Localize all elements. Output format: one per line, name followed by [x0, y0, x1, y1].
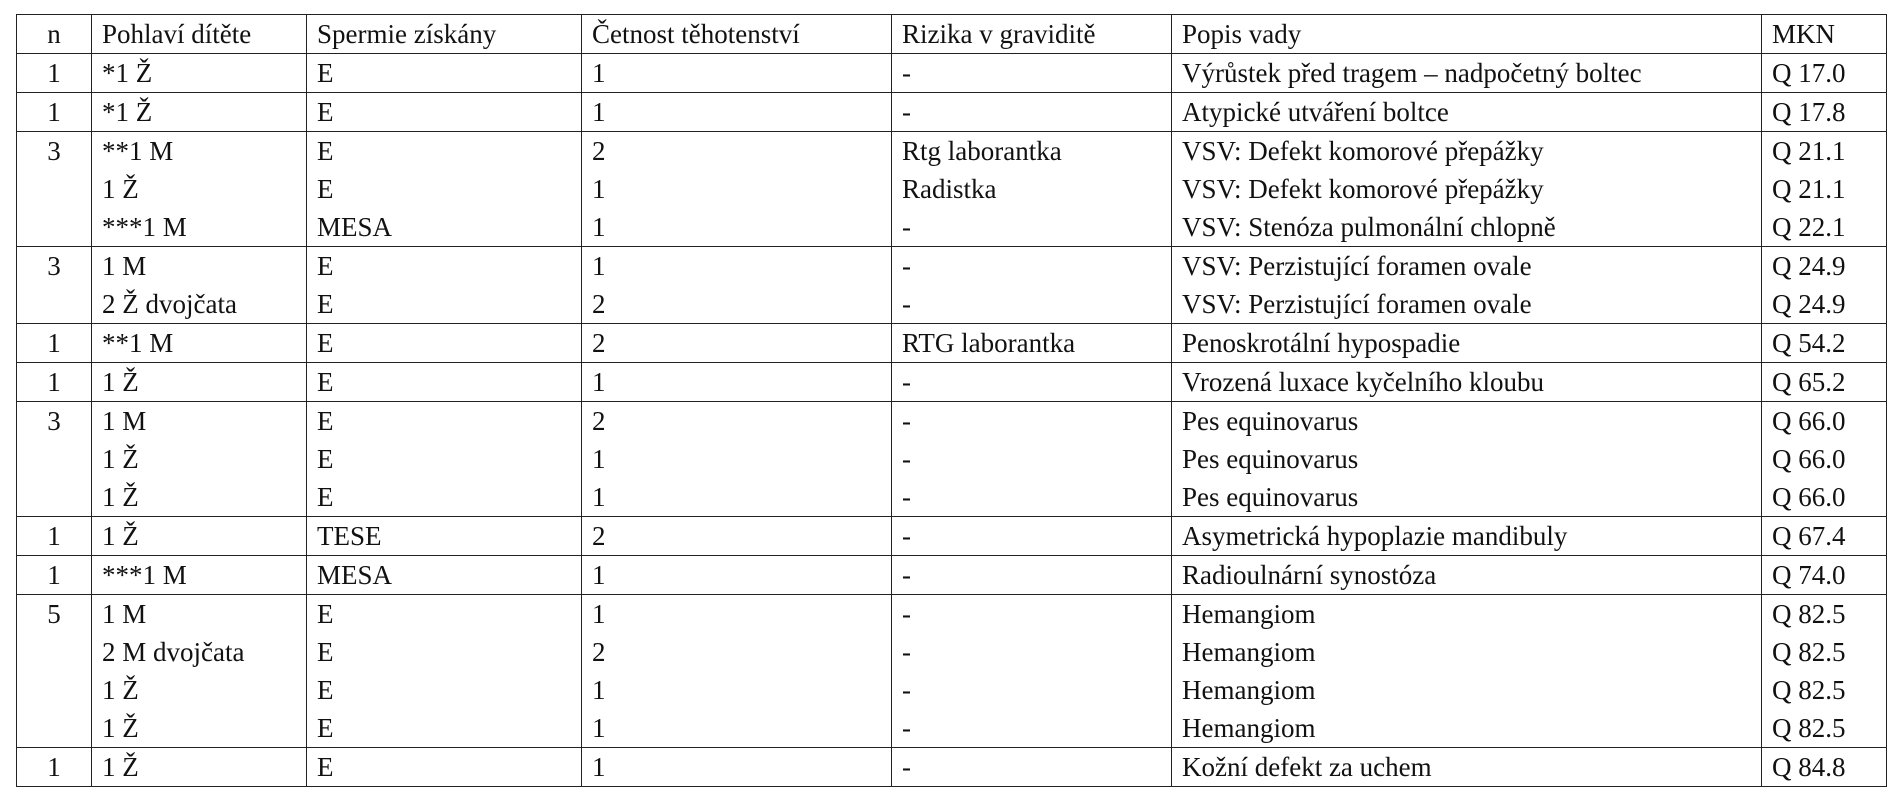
- header-n: n: [17, 15, 92, 54]
- header-sperm: Spermie získány: [307, 15, 582, 54]
- table-row: [17, 363, 1887, 402]
- sex-cell: 1 Ž: [92, 363, 307, 402]
- description-cell: Pes equinovarus: [1172, 440, 1762, 478]
- risk-cell: -: [892, 748, 1172, 787]
- risk-cell: -: [892, 478, 1172, 517]
- frequency-cell: 2: [582, 517, 892, 556]
- frequency-cell: 1: [582, 478, 892, 517]
- sperm-cell: E: [307, 402, 582, 441]
- description-cell: Radioulnární synostóza: [1172, 556, 1762, 595]
- frequency-cell: 1: [582, 556, 892, 595]
- table-row: [17, 671, 1887, 709]
- table-row: [17, 556, 1887, 595]
- risk-cell: -: [892, 595, 1172, 634]
- table-row: [17, 709, 1887, 748]
- sex-cell: 1 M: [92, 402, 307, 441]
- sperm-cell: MESA: [307, 208, 582, 247]
- n-cell: 3: [17, 247, 92, 286]
- risk-cell: RTG laborantka: [892, 324, 1172, 363]
- header-risks: Rizika v graviditě: [892, 15, 1172, 54]
- risk-cell: -: [892, 285, 1172, 324]
- n-cell: [17, 208, 92, 247]
- description-cell: Atypické utváření boltce: [1172, 93, 1762, 132]
- n-cell: 1: [17, 324, 92, 363]
- description-cell: Penoskrotální hypospadie: [1172, 324, 1762, 363]
- sex-cell: *1 Ž: [92, 54, 307, 93]
- risk-cell: -: [892, 709, 1172, 748]
- risk-cell: Radistka: [892, 170, 1172, 208]
- risk-cell: -: [892, 517, 1172, 556]
- frequency-cell: 2: [582, 132, 892, 171]
- table-row: [17, 440, 1887, 478]
- sex-cell: 1 M: [92, 247, 307, 286]
- description-cell: Pes equinovarus: [1172, 402, 1762, 441]
- n-cell: [17, 285, 92, 324]
- frequency-cell: 1: [582, 208, 892, 247]
- risk-cell: -: [892, 208, 1172, 247]
- n-cell: 1: [17, 517, 92, 556]
- mkn-cell: Q 21.1: [1762, 132, 1887, 171]
- sex-cell: ***1 M: [92, 208, 307, 247]
- frequency-cell: 1: [582, 671, 892, 709]
- mkn-cell: Q 84.8: [1762, 748, 1887, 787]
- sperm-cell: E: [307, 633, 582, 671]
- n-cell: 1: [17, 556, 92, 595]
- table-body: [17, 54, 1887, 787]
- table-row: [17, 633, 1887, 671]
- risk-cell: -: [892, 671, 1172, 709]
- description-cell: Kožní defekt za uchem: [1172, 748, 1762, 787]
- n-cell: [17, 478, 92, 517]
- n-cell: 1: [17, 93, 92, 132]
- sperm-cell: E: [307, 170, 582, 208]
- mkn-cell: Q 22.1: [1762, 208, 1887, 247]
- malformations-table: [16, 14, 1887, 787]
- mkn-cell: Q 17.0: [1762, 54, 1887, 93]
- risk-cell: -: [892, 633, 1172, 671]
- header-mkn: MKN: [1762, 15, 1887, 54]
- n-cell: 1: [17, 748, 92, 787]
- mkn-cell: Q 66.0: [1762, 402, 1887, 441]
- table-row: [17, 478, 1887, 517]
- sperm-cell: E: [307, 132, 582, 171]
- mkn-cell: Q 66.0: [1762, 440, 1887, 478]
- sperm-cell: E: [307, 363, 582, 402]
- description-cell: Hemangiom: [1172, 709, 1762, 748]
- sex-cell: 1 Ž: [92, 671, 307, 709]
- frequency-cell: 1: [582, 363, 892, 402]
- table-row: [17, 748, 1887, 787]
- sex-cell: ***1 M: [92, 556, 307, 595]
- mkn-cell: Q 82.5: [1762, 633, 1887, 671]
- sperm-cell: MESA: [307, 556, 582, 595]
- frequency-cell: 2: [582, 324, 892, 363]
- table-row: [17, 208, 1887, 247]
- sex-cell: 1 Ž: [92, 170, 307, 208]
- sperm-cell: TESE: [307, 517, 582, 556]
- mkn-cell: Q 82.5: [1762, 709, 1887, 748]
- n-cell: 1: [17, 363, 92, 402]
- n-cell: 1: [17, 54, 92, 93]
- mkn-cell: Q 17.8: [1762, 93, 1887, 132]
- header-sex: Pohlaví dítěte: [92, 15, 307, 54]
- n-cell: [17, 709, 92, 748]
- description-cell: Pes equinovarus: [1172, 478, 1762, 517]
- frequency-cell: 1: [582, 93, 892, 132]
- frequency-cell: 2: [582, 402, 892, 441]
- sperm-cell: E: [307, 54, 582, 93]
- table-row: [17, 170, 1887, 208]
- sex-cell: **1 M: [92, 132, 307, 171]
- n-cell: 5: [17, 595, 92, 634]
- mkn-cell: Q 67.4: [1762, 517, 1887, 556]
- sperm-cell: E: [307, 285, 582, 324]
- sperm-cell: E: [307, 478, 582, 517]
- frequency-cell: 1: [582, 709, 892, 748]
- table-row: [17, 324, 1887, 363]
- sex-cell: *1 Ž: [92, 93, 307, 132]
- table-row: [17, 595, 1887, 634]
- risk-cell: -: [892, 93, 1172, 132]
- description-cell: Vrozená luxace kyčelního kloubu: [1172, 363, 1762, 402]
- n-cell: [17, 440, 92, 478]
- sperm-cell: E: [307, 595, 582, 634]
- frequency-cell: 1: [582, 54, 892, 93]
- description-cell: VSV: Perzistující foramen ovale: [1172, 285, 1762, 324]
- description-cell: Hemangiom: [1172, 671, 1762, 709]
- mkn-cell: Q 24.9: [1762, 247, 1887, 286]
- risk-cell: -: [892, 247, 1172, 286]
- frequency-cell: 1: [582, 748, 892, 787]
- mkn-cell: Q 66.0: [1762, 478, 1887, 517]
- table-row: [17, 285, 1887, 324]
- sex-cell: 1 Ž: [92, 748, 307, 787]
- risk-cell: Rtg laborantka: [892, 132, 1172, 171]
- n-cell: [17, 671, 92, 709]
- description-cell: VSV: Defekt komorové přepážky: [1172, 170, 1762, 208]
- n-cell: 3: [17, 402, 92, 441]
- mkn-cell: Q 82.5: [1762, 595, 1887, 634]
- description-cell: VSV: Perzistující foramen ovale: [1172, 247, 1762, 286]
- n-cell: 3: [17, 132, 92, 171]
- mkn-cell: Q 24.9: [1762, 285, 1887, 324]
- sperm-cell: E: [307, 748, 582, 787]
- sex-cell: 1 Ž: [92, 478, 307, 517]
- sperm-cell: E: [307, 709, 582, 748]
- mkn-cell: Q 65.2: [1762, 363, 1887, 402]
- mkn-cell: Q 54.2: [1762, 324, 1887, 363]
- sperm-cell: E: [307, 247, 582, 286]
- header-row: [17, 15, 1887, 54]
- risk-cell: -: [892, 54, 1172, 93]
- table-container: [16, 14, 1886, 787]
- risk-cell: -: [892, 440, 1172, 478]
- sex-cell: 2 M dvojčata: [92, 633, 307, 671]
- description-cell: VSV: Defekt komorové přepážky: [1172, 132, 1762, 171]
- sex-cell: 1 M: [92, 595, 307, 634]
- mkn-cell: Q 82.5: [1762, 671, 1887, 709]
- table-row: [17, 132, 1887, 171]
- sex-cell: 1 Ž: [92, 440, 307, 478]
- sperm-cell: E: [307, 93, 582, 132]
- mkn-cell: Q 21.1: [1762, 170, 1887, 208]
- sperm-cell: E: [307, 324, 582, 363]
- frequency-cell: 2: [582, 633, 892, 671]
- description-cell: Hemangiom: [1172, 633, 1762, 671]
- risk-cell: -: [892, 363, 1172, 402]
- frequency-cell: 2: [582, 285, 892, 324]
- frequency-cell: 1: [582, 595, 892, 634]
- description-cell: Asymetrická hypoplazie mandibuly: [1172, 517, 1762, 556]
- mkn-cell: Q 74.0: [1762, 556, 1887, 595]
- n-cell: [17, 633, 92, 671]
- table-row: [17, 517, 1887, 556]
- frequency-cell: 1: [582, 440, 892, 478]
- sex-cell: 1 Ž: [92, 517, 307, 556]
- risk-cell: -: [892, 402, 1172, 441]
- sperm-cell: E: [307, 440, 582, 478]
- header-description: Popis vady: [1172, 15, 1762, 54]
- frequency-cell: 1: [582, 247, 892, 286]
- sperm-cell: E: [307, 671, 582, 709]
- description-cell: Výrůstek před tragem – nadpočetný boltec: [1172, 54, 1762, 93]
- sex-cell: 2 Ž dvojčata: [92, 285, 307, 324]
- risk-cell: -: [892, 556, 1172, 595]
- n-cell: [17, 170, 92, 208]
- header-frequency: Četnost těhotenství: [582, 15, 892, 54]
- sex-cell: 1 Ž: [92, 709, 307, 748]
- table-row: [17, 247, 1887, 286]
- sex-cell: **1 M: [92, 324, 307, 363]
- description-cell: Hemangiom: [1172, 595, 1762, 634]
- table-row: [17, 93, 1887, 132]
- frequency-cell: 1: [582, 170, 892, 208]
- description-cell: VSV: Stenóza pulmonální chlopně: [1172, 208, 1762, 247]
- table-row: [17, 402, 1887, 441]
- table-row: [17, 54, 1887, 93]
